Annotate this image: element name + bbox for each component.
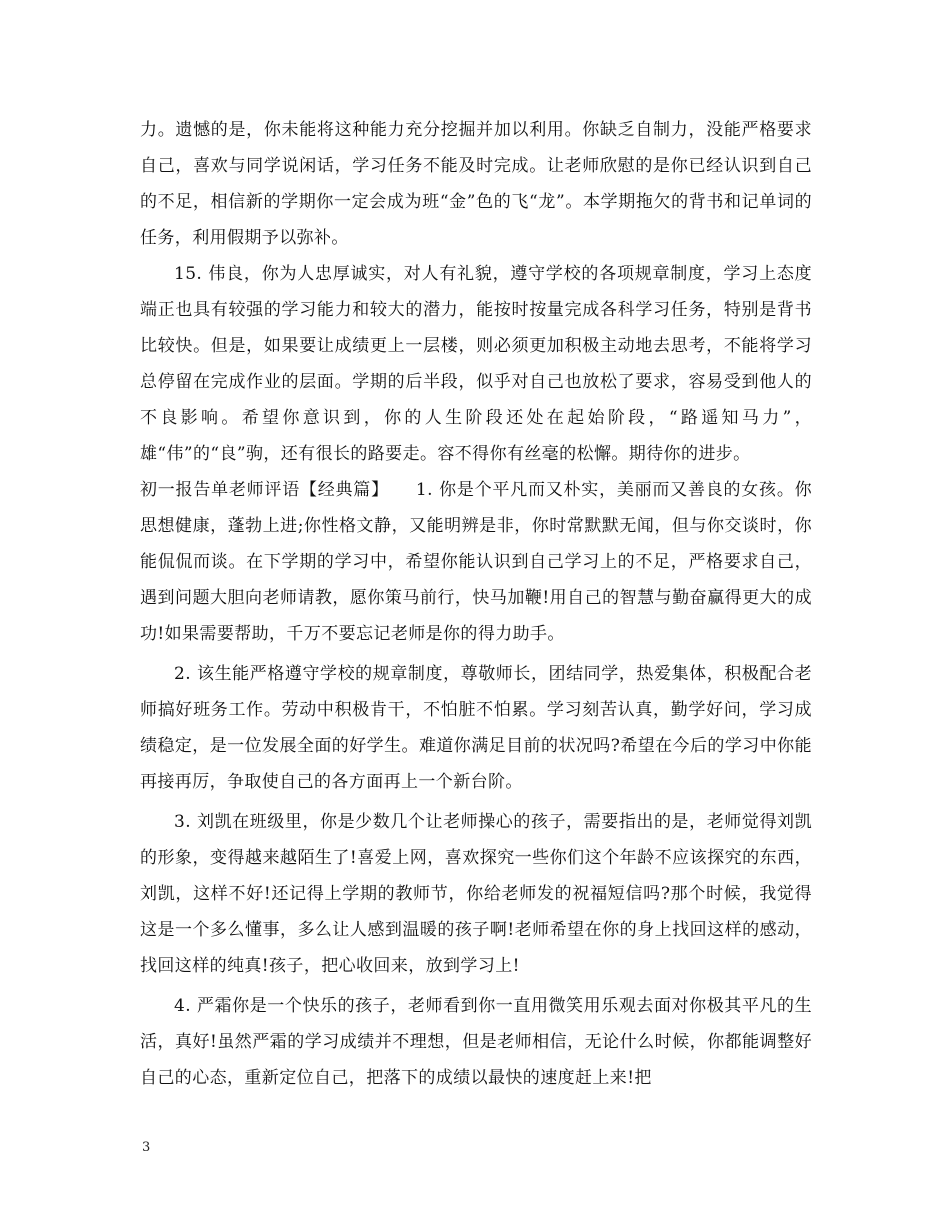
paragraph-item-3: 3. 刘凯在班级里，你是少数几个让老师操心的孩子，需要指出的是，老师觉得刘凯的形象，变得越来越陌生了!喜爱上网，喜欢探究一些你们这个年龄不应该探究的东西，刘凯，这样不好!还记得上学期的教师节，你给老师发的祝福短信吗?那个时候，我觉得这是一个多么懂事，多么让人感到温暖的孩子啊!老师希望在你的身上找回这样的感动，找回这样的纯真!孩子，把心收回来，放到学习上! (140, 812, 812, 976)
page-number: 3 (142, 1140, 151, 1155)
paragraph-item-4: 4. 严霜你是一个快乐的孩子，老师看到你一直用微笑用乐观去面对你极其平凡的生活，真好!虽然严霜的学习成绩并不理想，但是老师相信，无论什么时候，你都能调整好自己的心态，重新定位自己，把落下的成绩以最快的速度赶上来!把 (140, 996, 812, 1088)
paragraph-item-2: 2. 该生能严格遵守学校的规章制度，尊敬师长，团结同学，热爱集体，积极配合老师搞好班务工作。劳动中积极肯干，不怕脏不怕累。学习刻苦认真，勤学好问，学习成绩稳定，是一位发展全面的好学生。难道你满足目前的状况吗?希望在今后的学习中你能再接再厉，争取使自己的各方面再上一个新台阶。 (140, 664, 812, 792)
paragraph-section-classic: 初一报告单老师评语【经典篇】 1. 你是个平凡而又朴实，美丽而又善良的女孩。你思想健康，蓬勃上进;你性格文静，又能明辨是非，你时常默默无闻，但与你交谈时，你能侃侃而谈。在下学期的学习中，希望你能认识到自己学习上的不足，严格要求自己，遇到问题大胆向老师请教，愿你策马前行，快马加鞭!用自己的智慧与勤奋赢得更大的成功!如果需要帮助，千万不要忘记老师是你的得力助手。 (140, 480, 812, 644)
document-body (140, 112, 812, 1096)
paragraph-item-15: 15. 伟良，你为人忠厚诚实，对人有礼貌，遵守学校的各项规章制度，学习上态度端正也具有较强的学习能力和较大的潜力，能按时按量完成各科学习任务，特别是背书比较快。但是，如果要让成绩更上一层楼，则必须更加积极主动地去思考，不能将学习总停留在完成作业的层面。学期的后半段，似乎对自己也放松了要求，容易受到他人的不良影响。希望你意识到，你的人生阶段还处在起始阶段，“路遥知马力”，雄“伟”的“良”驹，还有很长的路要走。容不得你有丝毫的松懈。期待你的进步。 (140, 264, 812, 464)
paragraph-continuation: 力。遗憾的是，你未能将这种能力充分挖掘并加以利用。你缺乏自制力，没能严格要求自己，喜欢与同学说闲话，学习任务不能及时完成。让老师欣慰的是你已经认识到自己的不足，相信新的学期你一定会成为班“金”色的飞“龙”。本学期拖欠的背书和记单词的任务，利用假期予以弥补。 (140, 120, 812, 248)
